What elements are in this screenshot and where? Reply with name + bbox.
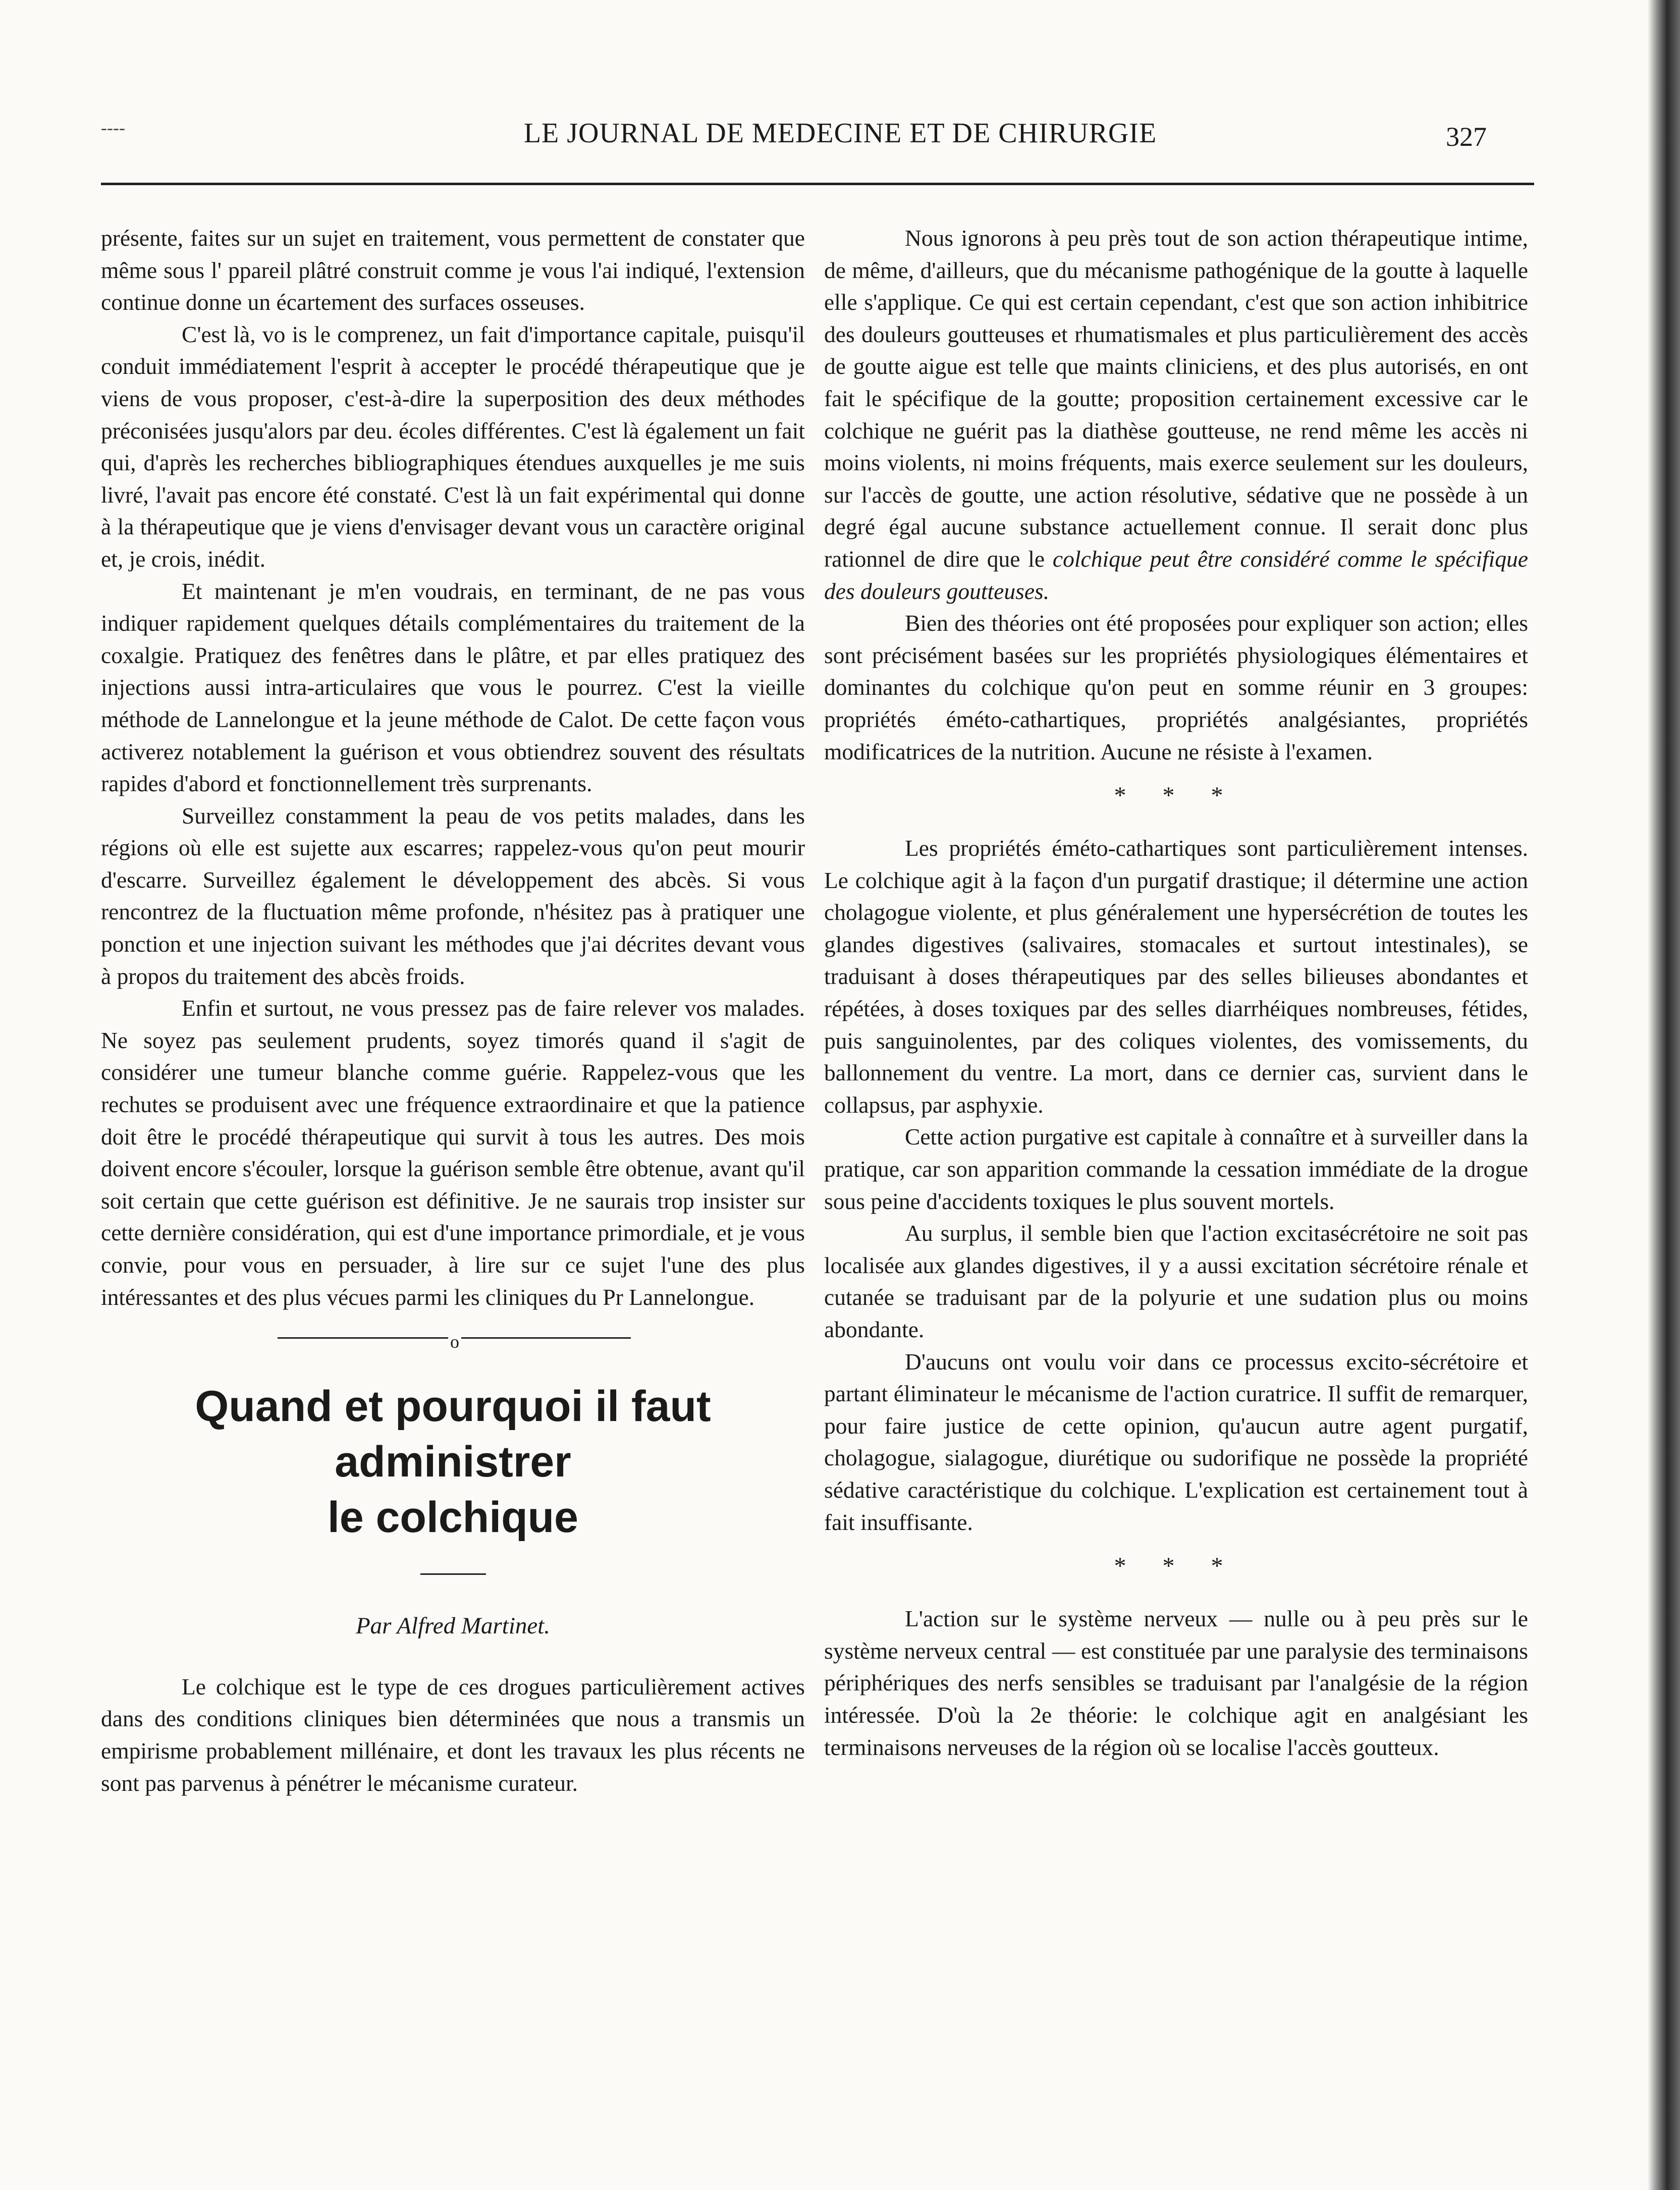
section-separator — [101, 1313, 805, 1368]
left-column — [101, 222, 805, 1799]
right-column — [824, 222, 1528, 1763]
paragraph — [824, 222, 1528, 607]
article-intro: Le colchique est le type de ces drogues particulièrement actives dans des conditions cliniques bien déterminées que nous a transmis un empirisme probablement millénaire, et dont les travaux les plus récents ne sont pas parvenus à pénétrer le mécanisme curateur. — [101, 1673, 805, 1796]
paragraph: L'action sur le système nerveux — nulle ou à peu près sur le système nerveux central — est constituée par une paralysie des terminaisons périphériques des nerfs sensibles se traduisant par l'analgésie de la région intéressée. D'où la 2e théorie: le colchique agit en analgésiant les terminaisons nerveuses de la région où se localise l'accès goutteux. — [824, 1606, 1528, 1760]
article-title-line: le colchique — [327, 1493, 579, 1542]
corner-mark: ---- — [101, 118, 125, 138]
paragraph-text: Nous ignorons à peu près tout de son action thérapeutique intime, de même, d'ailleurs, que du mécanisme pathogénique de la goutte à laquelle elle s'applique. Ce qui est certain cependant, c'est que son action inhibitrice des douleurs goutteuses et rhumatismales et plus particulièrement des accès de goutte aigue est telle que maints cliniciens, et des plus autorisés, en ont fait le spécifique de la goutte; proposition certainement excessive car le colchique ne guérit pas la diathèse goutteuse, ne rend même les accès ni moins violents, ni moins fréquents, mais exerce seulement sur les douleurs, sur l'accès de goutte, une action résolutive, sédative que ne possède à un degré égal aucune substance actuellement connue. Il serait donc plus rationnel de dire que le — [824, 225, 1528, 572]
paragraph: Bien des théories ont été proposées pour expliquer son action; elles sont précisément basées sur les propriétés physiologiques élémentaires et dominantes du colchique qu'on peut en somme réunir en 3 groupes: propriétés éméto-cathartiques, propriétés analgésiantes, propriétés modificatrices de la nutrition. Aucune ne résiste à l'examen. — [824, 610, 1528, 764]
paragraph: Enfin et surtout, ne vous pressez pas de faire relever vos malades. Ne soyez pas seulement prudents, soyez timorés quand il s'agit de considérer une tumeur blanche comme guérie. Rappelez-vous que les rechutes se produisent avec une fréquence extraordinaire et que la patience doit être le procédé thérapeutique qui survit à tous les autres. Des mois doivent encore s'écouler, lorsque la guérison semble être obtenue, avant qu'il soit certain que cette guérison est définitive. Je ne saurais trop insister sur cette dernière considération, qui est d'une importance primordiale, et je vous convie, pour vous en persuader, à lire sur ce sujet l'une des plus intéressantes et des plus vécues parmi les cliniques du Pr Lannelongue. — [101, 995, 805, 1310]
page-binding-edge — [1648, 0, 1680, 2190]
italic-phrase: colchique peut être considéré comme le spécifique des douleurs goutteuses. — [824, 545, 1528, 604]
page-number: 327 — [1446, 122, 1487, 152]
article-title — [101, 1379, 805, 1545]
paragraph: Et maintenant je m'en voudrais, en terminant, de ne pas vous indiquer rapidement quelques détails complémentaires du traitement de la coxalgie. Pratiquez des fenêtres dans le plâtre, et par elles pratiquez des injections aussi intra-articulaires que vous le pourrez. C'est la vieille méthode de Lannelongue et la jeune méthode de Calot. De cette façon vous activerez notablement la guérison et vous obtiendrez souvent des résultats rapides d'abord et fonctionnellement très surprenants. — [101, 578, 805, 797]
paragraph: C'est là, vo is le comprenez, un fait d'importance capitale, puisqu'il conduit immédiatement l'esprit à accepter le procédé thérapeutique que je viens de vous proposer, c'est-à-dire la superposition des deux méthodes préconisées jusqu'alors par deu. écoles différentes. C'est là également un fait qui, d'après les recherches bibliographiques étendues auxquelles je me suis livré, l'avait pas encore été constaté. C'est là un fait expérimental qui donne à la thérapeutique que je viens d'envisager devant vous un caractère original et, je crois, inédit. — [101, 321, 805, 572]
paragraph: présente, faites sur un sujet en traitement, vous permettent de constater que même sous l' ppareil plâtré construit comme je vous l'ai indiqué, l'extension continue donne un écartement des surfaces osseuses. — [101, 225, 805, 315]
separator-glyph: o — [448, 1326, 461, 1358]
section-stars: * * * — [1114, 1553, 1238, 1580]
paragraph: Les propriétés éméto-cathartiques sont particulièrement intenses. Le colchique agit à la façon d'un purgatif drastique; il détermine une action cholagogue violente, et plus généralement une hypersécrétion de toutes les glandes digestives (salivaires, stomacales et surtout intestinales), se traduisant à doses thérapeutiques par des selles bilieuses abondantes et répétées, à doses toxiques par des selles diarrhéiques nombreuses, fétides, puis sanguinolentes, par des coliques violentes, des vomissements, du ballonnement du ventre. La mort, dans ce dernier cas, survient dans le collapsus, par asphyxie. — [824, 835, 1528, 1118]
running-head: LE JOURNAL DE MEDECINE ET DE CHIRURGIE — [523, 118, 1157, 149]
title-rule — [420, 1573, 486, 1575]
paragraph: Surveillez constamment la peau de vos petits malades, dans les régions où elle est sujette aux escarres; rappelez-vous qu'on peut mourir d'escarre. Surveillez également le développement des abcès. Si vous rencontrez de la fluctuation même profonde, n'hésitez pas à pratiquer une ponction et une injection suivant les méthodes que j'ai décrites devant vous à propos du traitement des abcès froids. — [101, 802, 805, 989]
paragraph: Au surplus, il semble bien que l'action excitasécrétoire ne soit pas localisée aux glandes digestives, il y a aussi excitation sécrétoire rénale et cutanée se traduisant par de la polyurie et une sudation plus ou moins abondante. — [824, 1220, 1528, 1342]
byline: Par Alfred Martinet. — [355, 1613, 551, 1639]
header-rule — [101, 183, 1534, 185]
paragraph: Cette action purgative est capitale à connaître et à surveiller dans la pratique, car son apparition commande la cessation immédiate de la drogue sous peine d'accidents toxiques le plus souvent mortels. — [824, 1124, 1528, 1214]
paragraph: D'aucuns ont voulu voir dans ce processus excito-sécrétoire et partant éliminateur le mécanisme de l'action curatrice. Il suffit de remarquer, pour faire justice de cette opinion, qu'aucun autre agent purgatif, cholagogue, sialagogue, diurétique ou sudorifique ne possède la propriété sédative caractéristique du colchique. L'explication est certainement tout à fait insuffisante. — [824, 1348, 1528, 1535]
section-stars: * * * — [1114, 782, 1238, 809]
article-title-line: Quand et pourquoi il faut administrer — [195, 1382, 711, 1487]
